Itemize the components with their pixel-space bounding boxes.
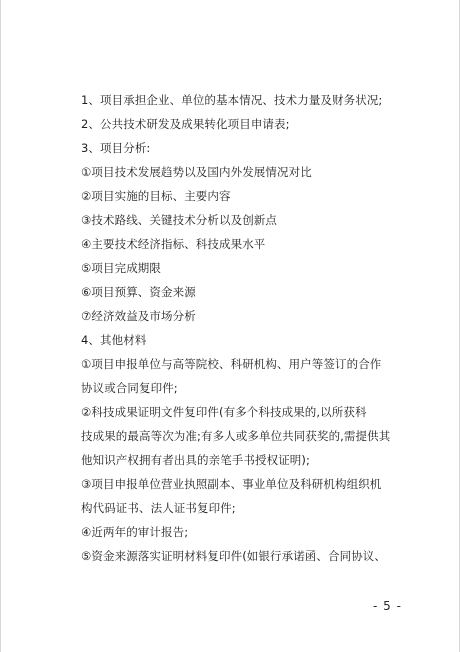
- material-1-line-1: ①项目申报单位与高等院校、科研机构、用户等签订的合作: [81, 357, 382, 371]
- subitem-1: ①项目技术发展趋势以及国内外发展情况对比: [81, 165, 312, 179]
- subitem-6: ⑥项目预算、资金来源: [81, 285, 196, 299]
- material-4: ④近两年的审计报告;: [81, 525, 189, 539]
- material-3-line-2: 构代码证书、法人证书复印件;: [81, 501, 236, 515]
- subitem-7: ⑦经济效益及市场分析: [81, 309, 196, 323]
- subitem-5: ⑤项目完成期限: [81, 261, 162, 275]
- subitem-4: ④主要技术经济指标、科技成果水平: [81, 237, 266, 251]
- material-3-line-1: ③项目申报单位营业执照副本、事业单位及科研机构组织机: [81, 477, 382, 491]
- subitem-2: ②项目实施的目标、主要内容: [81, 189, 231, 203]
- material-2-line-3: 他知识产权拥有者出具的亲笔手书授权证明);: [81, 453, 310, 467]
- subitem-3: ③技术路线、关键技术分析以及创新点: [81, 213, 278, 227]
- list-item-4-heading: 4、其他材料: [81, 333, 147, 347]
- list-item-2: 2、公共技术研发及成果转化项目申请表;: [81, 117, 290, 131]
- material-2-line-2: 技成果的最高等次为准;有多人或多单位共同获奖的,需提供其: [81, 429, 391, 443]
- material-1-line-2: 协议或合同复印件;: [81, 381, 178, 395]
- document-body: [81, 88, 411, 568]
- list-item-1: 1、项目承担企业、单位的基本情况、技术力量及财务状况;: [81, 93, 383, 107]
- material-2-line-1: ②科技成果证明文件复印件(有多个科技成果的,以所获科: [81, 405, 367, 419]
- material-5-line-1: ⑤资金来源落实证明材料复印件(如银行承诺函、合同协议、: [81, 549, 386, 563]
- page-number: - 5 -: [373, 599, 402, 613]
- list-item-3-heading: 3、项目分析:: [81, 141, 151, 155]
